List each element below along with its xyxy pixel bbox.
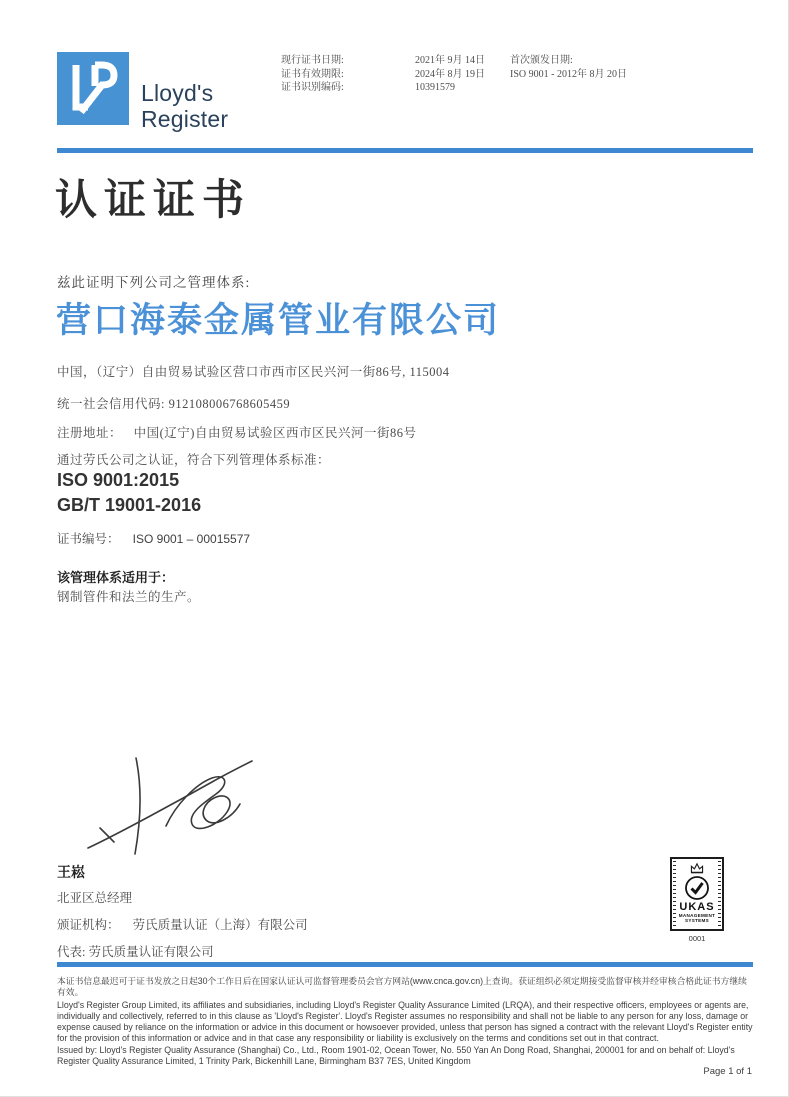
- checkmark-circle-icon: [684, 875, 710, 901]
- expiry-value: 2024年 8月 19日: [415, 68, 485, 80]
- scope-text: 钢制管件和法兰的生产。: [57, 590, 201, 604]
- signature: [84, 742, 256, 869]
- ukas-subtitle-1: MANAGEMENT: [678, 913, 716, 918]
- ukas-ticks-right: [718, 861, 721, 927]
- page-indicator: Page 1 of 1: [703, 1066, 752, 1077]
- credit-code-label: 统一社会信用代码:: [57, 397, 165, 411]
- footer-legal-block: [57, 976, 754, 1067]
- signer-title: 北亚区总经理: [57, 891, 133, 905]
- first-issue-value: ISO 9001 - 2012年 8月 20日: [510, 68, 627, 80]
- current-issue-value: 2021年 9月 14日: [415, 55, 485, 66]
- approval-line: 通过劳氏公司之认证，符合下列管理体系标准：: [57, 453, 331, 467]
- certificate-number-line: [57, 529, 250, 547]
- scope-label: 该管理体系适用于：: [57, 570, 175, 585]
- first-issue-block: [510, 54, 627, 81]
- footer-issued-by: Issued by: Lloyd's Register Quality Assurance (Shanghai) Co., Ltd., Room 1901-02, Ocean Tower, No. 550 Yan An Dong Road, Shanghai, 200001 for and on behalf of: Lloyd's Register Quality Assurance Limited, 1 Trinity Park, Bickenhill Lane, Birmingham B37 7ES, United Kingdom: [57, 1044, 735, 1067]
- issuer-value: 劳氏质量认证（上海）有限公司: [132, 918, 308, 932]
- signer-name: 王崧: [57, 866, 85, 881]
- current-issue-row: [281, 54, 485, 68]
- expiry-row: [281, 68, 485, 82]
- ukas-accreditation-mark: [670, 857, 724, 943]
- standard-gbt: GB/T 19001-2016: [57, 495, 202, 515]
- certificate-id-row: [281, 81, 485, 95]
- ukas-subtitle-2: SYSTEMS: [684, 918, 710, 924]
- top-divider-bar: [57, 148, 753, 153]
- ukas-ticks-left: [673, 861, 676, 927]
- ukas-box: [670, 857, 724, 931]
- footer-en-disclaimer: Lloyd's Register Group Limited, its affiliates and subsidiaries, including Lloyd's Register Quality Assurance Limited (LRQA), and their respective officers, employees or agents are, individually and collectively, referred to in this clause as 'Lloyd's Register'. Lloyd's Register assumes no responsibility and shall not be liable to any person for any loss, damage or expense caused by reliance on the information or advice in this document or howsoever provided, unless that person has signed a contract with the relevant Lloyd's Register entity for the provision of this information or advice and in that case any responsibility or liability is exclusively on the terms and conditions set out in that contract.: [57, 999, 753, 1044]
- issuer-line: [57, 915, 308, 933]
- brand-name-line2: Register: [141, 106, 229, 132]
- credit-code-value: 912108006768605459: [168, 397, 291, 411]
- registered-address-value: 中国(辽宁)自由贸易试验区西市区民兴河一街86号: [133, 426, 417, 440]
- crown-icon: [688, 862, 706, 874]
- expiry-label: 证书有效期限:: [281, 68, 344, 80]
- brand-name: [141, 80, 228, 132]
- certificate-dates-block: [281, 54, 485, 95]
- signature-icon: [84, 742, 256, 864]
- first-issue-label: 首次颁发日期:: [510, 55, 573, 66]
- issuer-label: 颁证机构：: [57, 918, 120, 932]
- standard-iso: ISO 9001:2015: [57, 470, 180, 490]
- credit-code-line: [57, 394, 290, 412]
- certificate-number-label: 证书编号：: [57, 532, 120, 546]
- document-title: 认证证书: [55, 178, 252, 224]
- lloyds-register-logo: [57, 52, 129, 125]
- representative-line: [57, 942, 214, 960]
- certificate-id-label: 证书识别编码:: [281, 82, 344, 93]
- ukas-name: UKAS: [679, 901, 715, 913]
- registered-address-label: 注册地址：: [57, 426, 123, 440]
- standards-block: [57, 468, 201, 518]
- representative-label: 代表:: [57, 945, 86, 959]
- certificate-number-value: ISO 9001 – 00015577: [132, 532, 251, 546]
- company-name: 营口海泰金属管业有限公司: [56, 301, 501, 340]
- certificate-id-value: 10391579: [415, 82, 455, 93]
- footer-cn-notice: 本证书信息最迟可于证书发放之日起30个工作日后在国家认证认可监督管理委员会官方网站(www.cnca.gov.cn)上查询。获证组织必须定期接受监督审核并经审核合格此证书方继续有效。: [57, 976, 747, 998]
- intro-line: 兹此证明下列公司之管理体系:: [57, 275, 251, 290]
- lr-monogram-icon: [57, 52, 129, 125]
- bottom-divider-bar: [57, 962, 753, 967]
- registered-address-line: [57, 423, 416, 441]
- representative-value: 劳氏质量认证有限公司: [88, 945, 214, 959]
- current-issue-label: 现行证书日期:: [281, 55, 344, 66]
- company-address: 中国，（辽宁）自由贸易试验区营口市西市区民兴河一街86号, 115004: [57, 365, 450, 379]
- ukas-number: 0001: [688, 934, 706, 943]
- brand-name-line1: Lloyd's: [141, 80, 214, 106]
